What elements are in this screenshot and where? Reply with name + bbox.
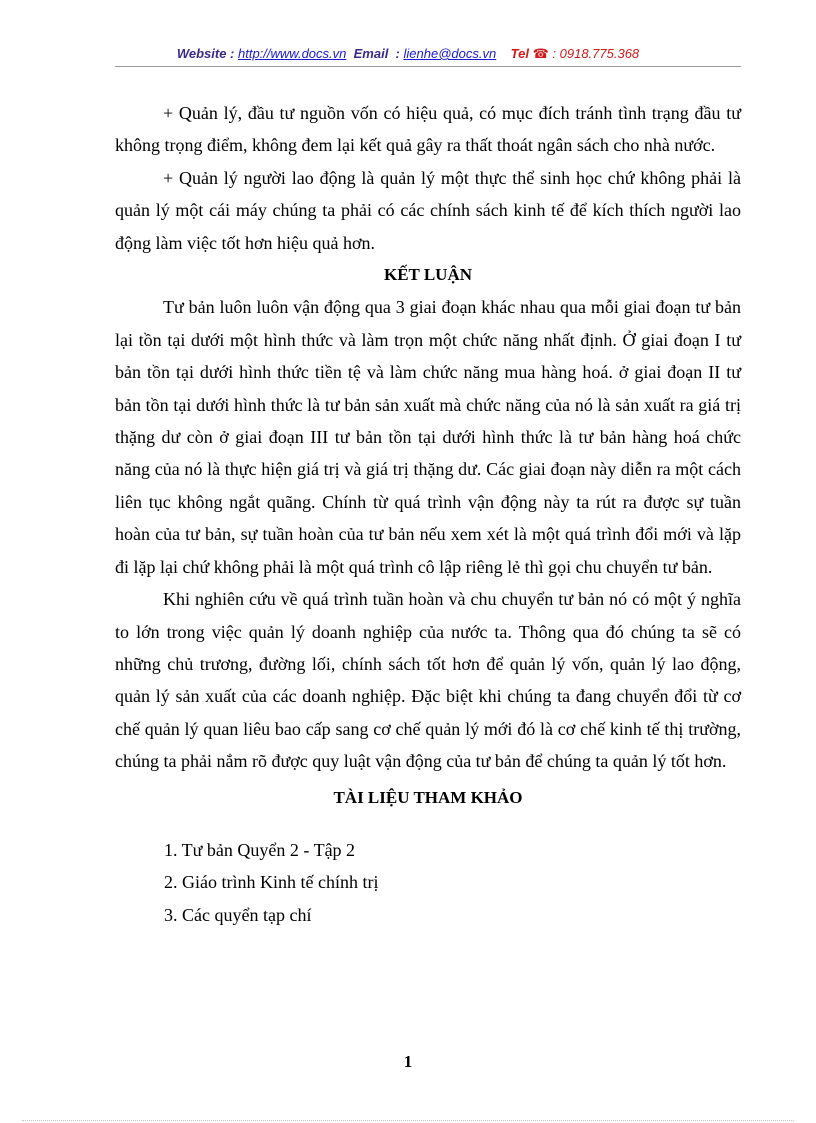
reference-item: 1. Tư bản Quyển 2 - Tập 2 [164,839,356,860]
header-divider [115,66,741,67]
footer-divider [22,1120,794,1121]
document-body [115,97,741,931]
tel-label: Tel [510,46,529,61]
reference-item: 3. Các quyển tạp chí [164,904,312,925]
page-number: 1 [403,1052,413,1071]
telephone-icon: ☎ [532,46,549,61]
website-label: Website [176,46,227,61]
references-list [115,834,741,931]
reference-item: 2. Giáo trình Kinh tế chính trị [164,872,379,893]
references-heading: TÀI LIỆU THAM KHẢO [333,787,523,807]
intro-paragraph-1: + Quản lý, đầu tư nguồn vốn có hiệu quả, có mục đích tránh tình trạng đầu tư không trọng điểm, không đem lại kết quả gây ra thất thoát ngân sách cho nhà nước. [115,103,741,156]
phone-number: 0918.775.368 [559,46,640,61]
website-link[interactable]: http://www.docs.vn [238,46,347,61]
page-header: Website : http://www.docs.vn Email : lienhe@docs.vn Tel ☎ : 0918.775.368 [176,46,640,61]
conclusion-paragraph-2: Khi nghiên cứu về quá trình tuần hoàn và chu chuyển tư bản nó có một ý nghĩa to lớn trong việc quản lý doanh nghiệp của nước ta. Thông qua đó chúng ta sẽ có những chủ trương, đường lối, chính sách tốt hơn để quản lý vốn, quản lý lao động, quản lý sản xuất của các doanh nghiệp. Đặc biệt khi chúng ta đang chuyển đổi từ cơ chế quản lý quan liêu bao cấp sang cơ chế quản lý mới đó là cơ chế kinh tế thị trường, chúng ta phải nắm rõ được quy luật vận động của tư bản để chúng ta quản lý tốt hơn. [115,589,741,772]
email-label: Email [353,46,389,61]
conclusion-heading: KẾT LUẬN [383,265,472,285]
conclusion-paragraph-1: Tư bản luôn luôn vận động qua 3 giai đoạn khác nhau qua mỗi giai đoạn tư bản lại tồn tại dưới một hình thức và làm trọn một chức năng nhất định. Ở giai đoạn I tư bản tồn tại dưới hình thức tiền tệ và làm chức năng mua hàng hoá. ở giai đoạn II tư bản tồn tại dưới hình thức là tư bản sản xuất mà chức năng của nó là sản xuất ra giá trị thặng dư còn ở giai đoạn III tư bản tồn tại dưới hình thức là tư bản hàng hoá chức năng của nó là thực hiện giá trị và giá trị thặng dư. Các giai đoạn này diễn ra một cách liên tục không ngắt quãng. Chính từ quá trình vận động này ta rút ra được sự tuần hoàn của tư bản, sự tuần hoàn của tư bản nếu xem xét là một quá trình đổi mới và lặp đi lặp lại chứ không phải là một quá trình cô lập riêng lẻ thì gọi chu chuyển tư bản. [115,297,741,577]
intro-paragraph-2: + Quản lý người lao động là quản lý một thực thể sinh học chứ không phải là quản lý một cái máy chúng ta phải có các chính sách kinh tế để kích thích người lao động làm việc tốt hơn hiệu quả hơn. [115,167,741,253]
email-link[interactable]: lienhe@docs.vn [403,46,497,61]
